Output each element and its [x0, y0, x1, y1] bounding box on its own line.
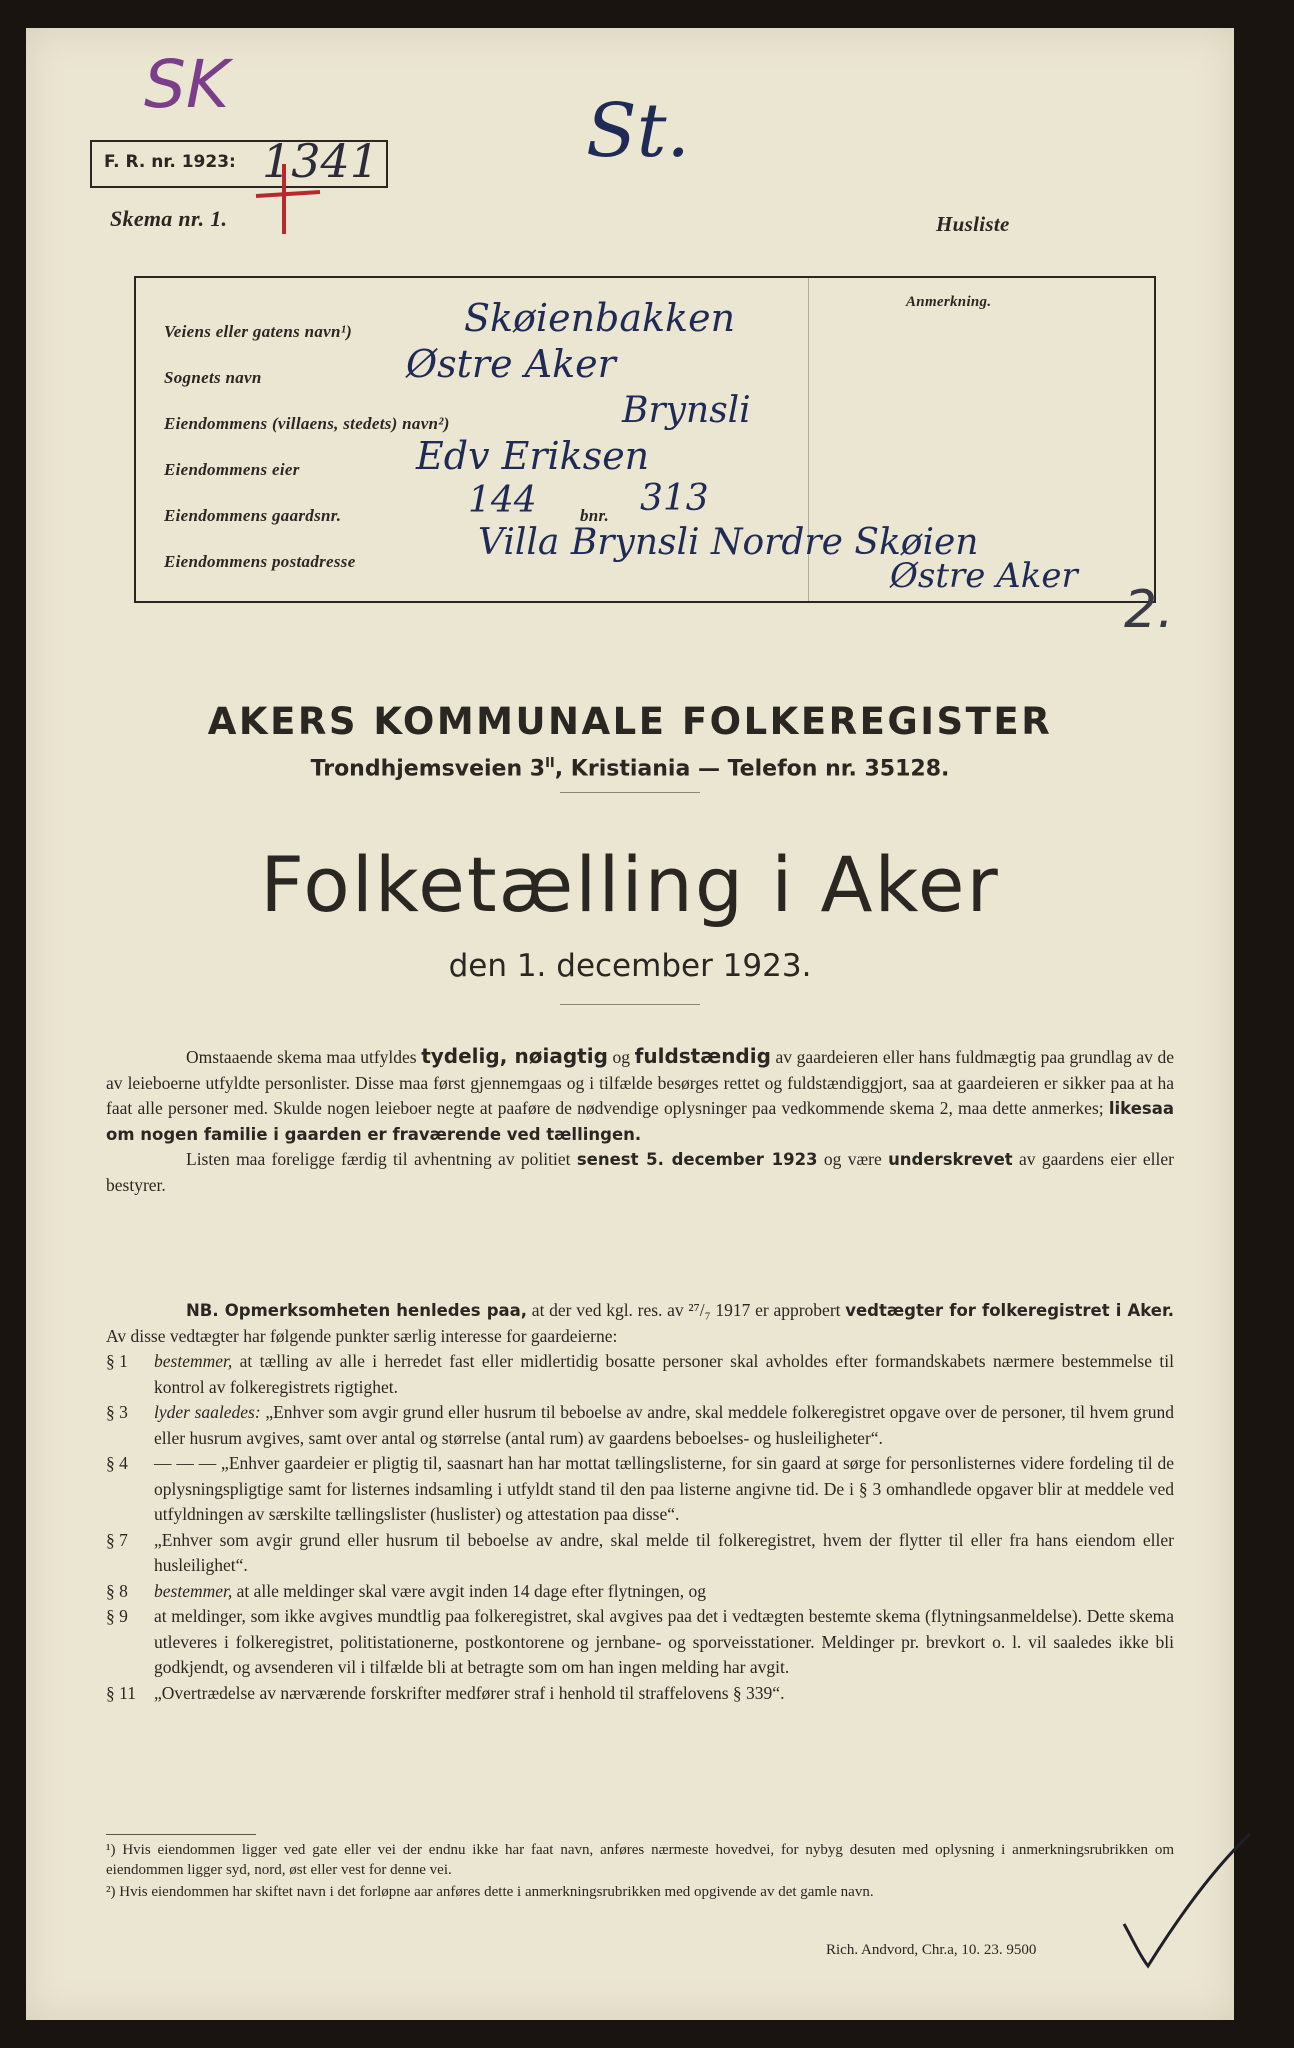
section-body: „Overtrædelse av nærværende forskrifter medfører straf i henhold til straffelovens § 339“. — [154, 1682, 785, 1703]
nb-d: Av disse vedtægter har følgende punkter særlig interesse for gaardeierne: — [106, 1325, 618, 1346]
bnr-label: bnr. — [580, 506, 610, 525]
section-text — [154, 1681, 1174, 1707]
check-mark-icon — [1118, 1828, 1258, 1978]
property-details-box — [134, 276, 1156, 603]
section-number: § 3 — [106, 1402, 128, 1422]
section-text — [154, 1528, 1174, 1579]
registry-title: AKERS KOMMUNALE FOLKEREGISTER — [207, 700, 1053, 743]
intro-p2-e: av gaardens eier eller bestyrer. — [106, 1149, 1174, 1195]
husliste-label: Husliste — [936, 212, 1010, 236]
section-body: — — — „Enhver gaardeier er pligtig til, saasnart han har mottat tællingslisterne, for sin gaard at sørge for personlisternes videre fordeling til de oplysningspligtige samt for listernes indsamling i utfyldt stand til den paa listerne angivne tid. De i § 3 omhandlede opgaver blir at meddele ved utfyldningen av særskilte tællingslister (huslister) og attestation paa disse“. — [154, 1453, 1174, 1524]
printer-line: Rich. Andvord, Chr.a, 10. 23. 9500 — [826, 1942, 1037, 1958]
section-lead: lyder saaledes: — [154, 1402, 261, 1422]
statute-section — [106, 1604, 1174, 1681]
postadresse-value-1: Villa Brynsli Nordre Skøien — [478, 522, 979, 563]
intro-text — [106, 1044, 1174, 1198]
intro-p2-emph-2: underskrevet — [888, 1150, 1013, 1169]
fr-number-box — [90, 134, 388, 188]
eier-label: Eiendommens eier — [164, 460, 300, 479]
section-lead: bestemmer, — [154, 1351, 233, 1371]
census-date: den 1. december 1923. — [448, 948, 812, 984]
section-body: at meldinger, som ikke avgives mundtlig paa folkeregistret, skal avgives paa det i vedtægten bestemte skema (flytningsanmeldelse). Dette skema utleveres i folkeregistret, politistationerne, postkontorene og jernbane- og sporveisstationer. Meldinger pr. brevkort o. l. vil saaledes ikke bli godkjendt, og avsenderen vil i tilfælde bli at betragte som om han ingen melding har avgit. — [154, 1606, 1174, 1677]
intro-p1-emph-3: likesaa om nogen familie i gaarden er fraværende ved tællingen. — [106, 1099, 1174, 1144]
footnote-2: ²) Hvis eiendommen har skiftet navn i det forløpne aar anføres dette i anmerkningsrubrikken med opgivende av det gamle navn. — [106, 1884, 874, 1900]
divider-1 — [560, 792, 700, 793]
sognets-label: Sognets navn — [164, 368, 262, 387]
section-text — [154, 1451, 1174, 1528]
section-body: at alle meldinger skal være avgit inden 14 dage efter flytningen, og — [232, 1580, 707, 1601]
skema-label: Skema nr. 1. — [110, 206, 228, 231]
gaardsnr-label: Eiendommens gaardsnr. — [164, 506, 342, 525]
section-lead: bestemmer, — [154, 1580, 233, 1601]
veiens-label: Veiens eller gatens navn¹) — [164, 322, 353, 341]
intro-paragraph-2 — [106, 1147, 1174, 1198]
red-cross-mark — [248, 160, 328, 240]
fr-number: 1341 — [262, 134, 380, 188]
intro-p1-e: av gaardeieren eller hans fuldmægtig paa grundlag av de av leieboerne utfyldte personlister. Disse maa først gjennemgaas og i tilfælde besørges rettet og fuldstændiggjort, saa at gaardeieren er sikker paa at ha faat alle personer med. Skulde nogen leieboer negte at paaføre de nødvendige oplysninger paa vedkommende skema 2, maa dette anmerkes; — [106, 1047, 1175, 1118]
postadresse-value-2: Østre Aker — [890, 556, 1078, 596]
fr-label: F. R. nr. 1923: — [104, 152, 236, 172]
address-street: Trondhjemsveien 3 — [310, 756, 546, 782]
page-number-mark: 2. — [1124, 580, 1174, 640]
section-text — [154, 1579, 1174, 1605]
section-number: § 8 — [106, 1580, 128, 1601]
nb-section — [106, 1298, 1174, 1706]
sk-pencil-mark: SK — [144, 46, 230, 123]
footnote-1: ¹) Hvis eiendommen ligger ved gate eller vei der endnu ikke har faat navn, anføres nærmeste hovedvei, for nybyg desuten med oplysning i anmerkningsrubrikken om eiendommen ligger syd, nord, øst eller vest for denne vei. — [106, 1842, 1174, 1878]
section-number: § 11 — [106, 1682, 136, 1703]
section-body: at tælling av alle i herredet fast eller midlertidig bosatte personer skal avholdes efter formandskabets nærmere bestemmelse til kontrol av folkeregistrets rigtighet. — [154, 1351, 1174, 1397]
postadresse-label: Eiendommens postadresse — [164, 552, 356, 571]
nb-a: NB. Opmerksomheten henledes paa, — [186, 1301, 528, 1320]
eiendom-navn-label: Eiendommens (villaens, stedets) navn²) — [164, 414, 450, 433]
intro-paragraph-1 — [106, 1044, 1174, 1147]
statute-section — [106, 1400, 1174, 1451]
address-floor: II — [545, 756, 555, 771]
section-number: § 7 — [106, 1529, 128, 1550]
statute-section — [106, 1579, 1174, 1605]
anmerkning-header: Anmerkning. — [906, 294, 992, 310]
statute-sections — [106, 1349, 1174, 1706]
section-body: „Enhver som avgir grund eller husrum til beboelse av andre, skal meddele folkeregistret opgave over de personer, til hvem grund eller husrum avgives, samt over antal og størrelse (antal rum) av gaardens beboelses- og husleiligheter“. — [154, 1402, 1174, 1448]
intro-p1-c: og — [607, 1047, 635, 1067]
nb-b: at der ved kgl. res. av ²⁷/₇ 1917 er approbert — [527, 1300, 846, 1320]
nb-c: vedtægter for folkeregistret i Aker. — [845, 1301, 1175, 1320]
section-number: § 9 — [106, 1606, 128, 1626]
divider-2 — [560, 1004, 700, 1005]
st-ink-mark: St. — [586, 88, 690, 174]
registry-address — [26, 756, 1234, 781]
census-form-page — [26, 28, 1234, 2020]
nb-paragraph — [106, 1298, 1174, 1349]
intro-p2-a: Listen maa foreligge færdig til avhentning av politiet — [186, 1149, 577, 1169]
gaardsnr-value: 144 — [468, 480, 537, 521]
section-number: § 4 — [106, 1453, 128, 1473]
bnr-value: 313 — [640, 478, 709, 519]
intro-p2-emph-1: senest 5. december 1923 — [576, 1150, 818, 1169]
footnote-rule — [106, 1834, 256, 1835]
veiens-value: Skøienbakken — [464, 296, 736, 340]
intro-p1-emph-2: fuldstændig — [634, 1044, 771, 1068]
statute-section — [106, 1451, 1174, 1528]
intro-p1-a: Omstaaende skema maa utfyldes — [186, 1047, 422, 1067]
footnotes — [106, 1840, 1174, 1902]
main-heading: Folketælling i Aker — [260, 840, 1000, 929]
statute-section — [106, 1349, 1174, 1400]
section-text — [154, 1349, 1174, 1400]
statute-section — [106, 1681, 1174, 1707]
eiendom-navn-value: Brynsli — [622, 390, 751, 431]
section-body: „Enhver som avgir grund eller husrum til beboelse av andre, skal melde til folkeregistret, hvem der flytter til eller fra hans eiendom eller husleilighet“. — [154, 1529, 1174, 1575]
address-rest: , Kristiania — Telefon nr. 35128. — [554, 756, 950, 782]
section-number: § 1 — [106, 1351, 128, 1371]
intro-p2-c: og være — [817, 1149, 889, 1169]
eier-value: Edv Eriksen — [416, 434, 650, 478]
intro-p1-emph-1: tydelig, nøiagtig — [421, 1044, 608, 1068]
sognets-value: Østre Aker — [406, 342, 616, 386]
section-text — [154, 1400, 1174, 1451]
section-text — [154, 1604, 1174, 1681]
statute-section — [106, 1528, 1174, 1579]
